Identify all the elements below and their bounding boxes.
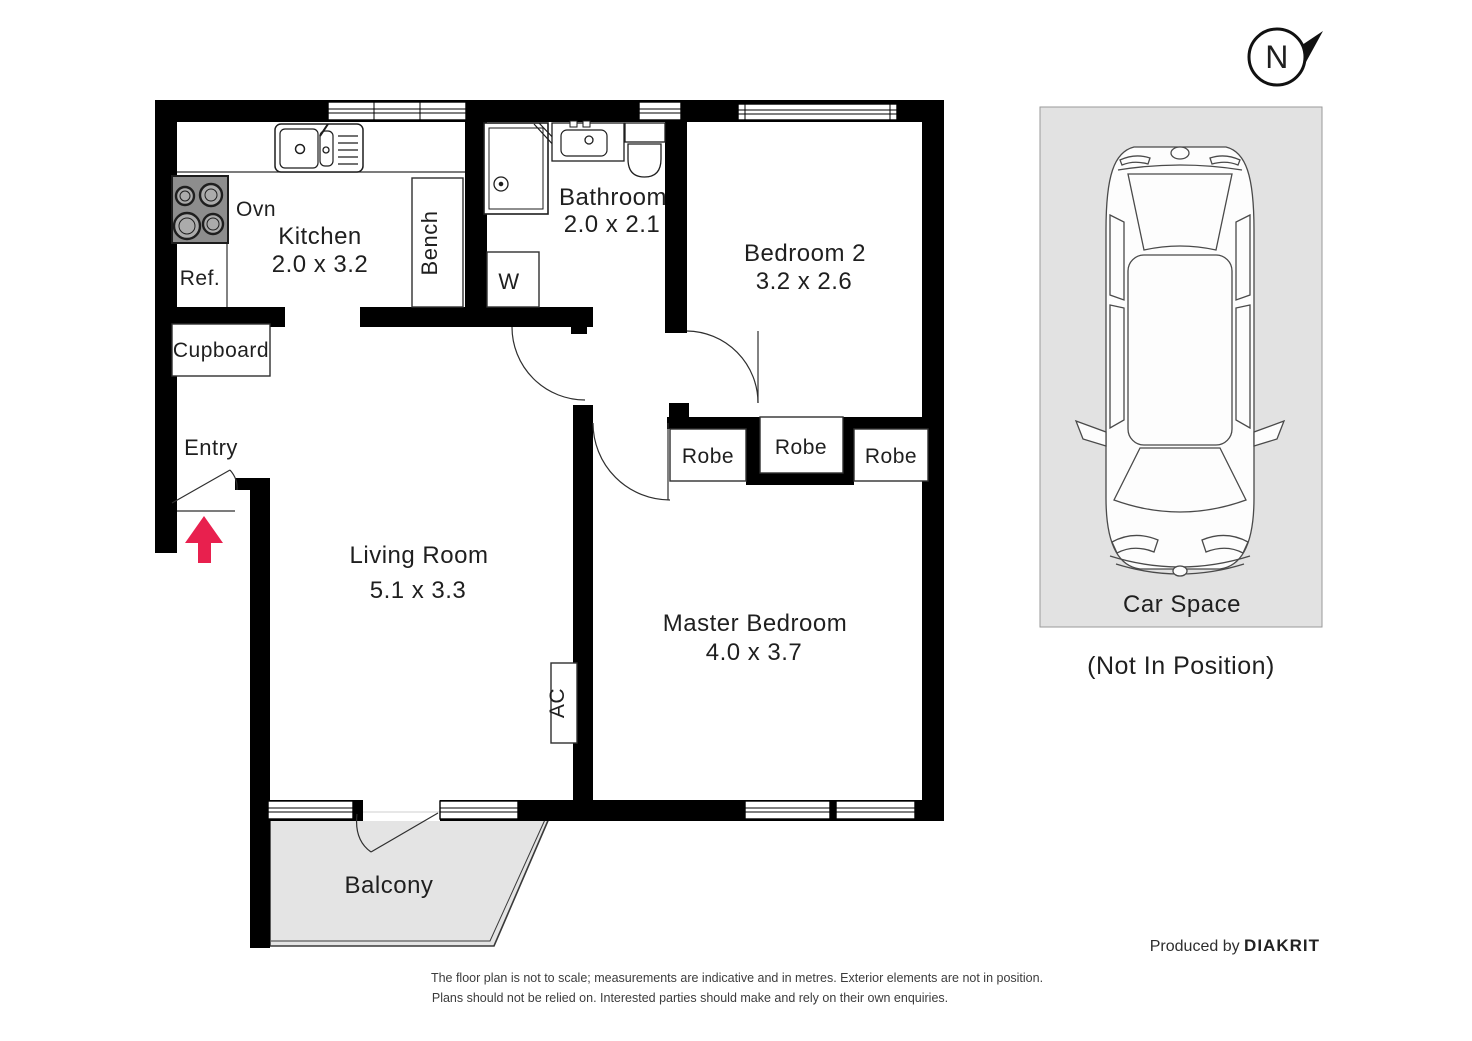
ac-label: AC [546,687,569,719]
produced-by-text: Produced by [1149,938,1240,955]
car-icon [1076,147,1284,576]
master-name: Master Bedroom [662,610,848,637]
balcony-label: Balcony [344,872,434,899]
car-space-label: Car Space [1123,591,1241,618]
washer-label: W [498,269,520,294]
sink-basin-right [320,131,333,166]
master-door-arc [593,423,670,500]
toilet-tank [625,123,665,142]
compass [1249,29,1323,85]
bedroom2-door-arc [687,331,758,403]
living-name: Living Room [349,542,489,569]
robe-right-label: Robe [864,445,918,468]
entry-door [172,470,237,503]
bathroom-name: Bathroom [558,184,668,211]
walls [155,100,944,948]
living-dims: 5.1 x 3.3 [369,577,467,604]
bathroom-door-arc [512,327,585,400]
disclaimer-line-1: The floor plan is not to scale; measurements are indicative and in metres. Exterior elements are not in position. [430,971,1044,985]
fridge-label: Ref. [179,267,221,290]
vanity-basin [561,130,607,156]
credit-line [1150,936,1320,956]
bedroom2-name: Bedroom 2 [744,240,866,267]
bench-label: Bench [417,210,442,276]
living-window-2 [440,801,518,819]
car-space-note: (Not In Position) [1087,652,1275,680]
entry-arrow [185,516,223,563]
kitchen-name: Kitchen [278,223,362,250]
master-window-1 [745,801,830,819]
kitchen-window [328,102,466,120]
cupboard-label: Cupboard [172,339,270,362]
sink-basin-left [280,129,318,168]
bedroom2-window [738,104,897,120]
car-space [1040,107,1322,627]
disclaimer-line-2: Plans should not be relied on. Interested parties should make and rely on their own enquiries. [431,991,949,1005]
master-dims: 4.0 x 3.7 [705,639,803,666]
brand-name: DIAKRIT [1244,936,1320,955]
robe-left-label: Robe [681,445,735,468]
kitchen-dims: 2.0 x 3.2 [271,251,369,278]
toilet-bowl [628,144,661,177]
labels [173,184,917,899]
bedroom2-dims: 3.2 x 2.6 [755,268,853,295]
balcony-door-opening [363,800,440,821]
living-window-1 [268,801,353,819]
entry-label: Entry [184,435,238,460]
compass-label: N [1265,39,1289,75]
oven-label: Ovn [235,198,277,221]
vanity-faucet [585,136,593,144]
robe-middle-label: Robe [774,436,828,459]
bathroom-window [639,102,681,120]
bathroom-dims: 2.0 x 2.1 [563,211,661,238]
master-window-2 [836,801,915,819]
